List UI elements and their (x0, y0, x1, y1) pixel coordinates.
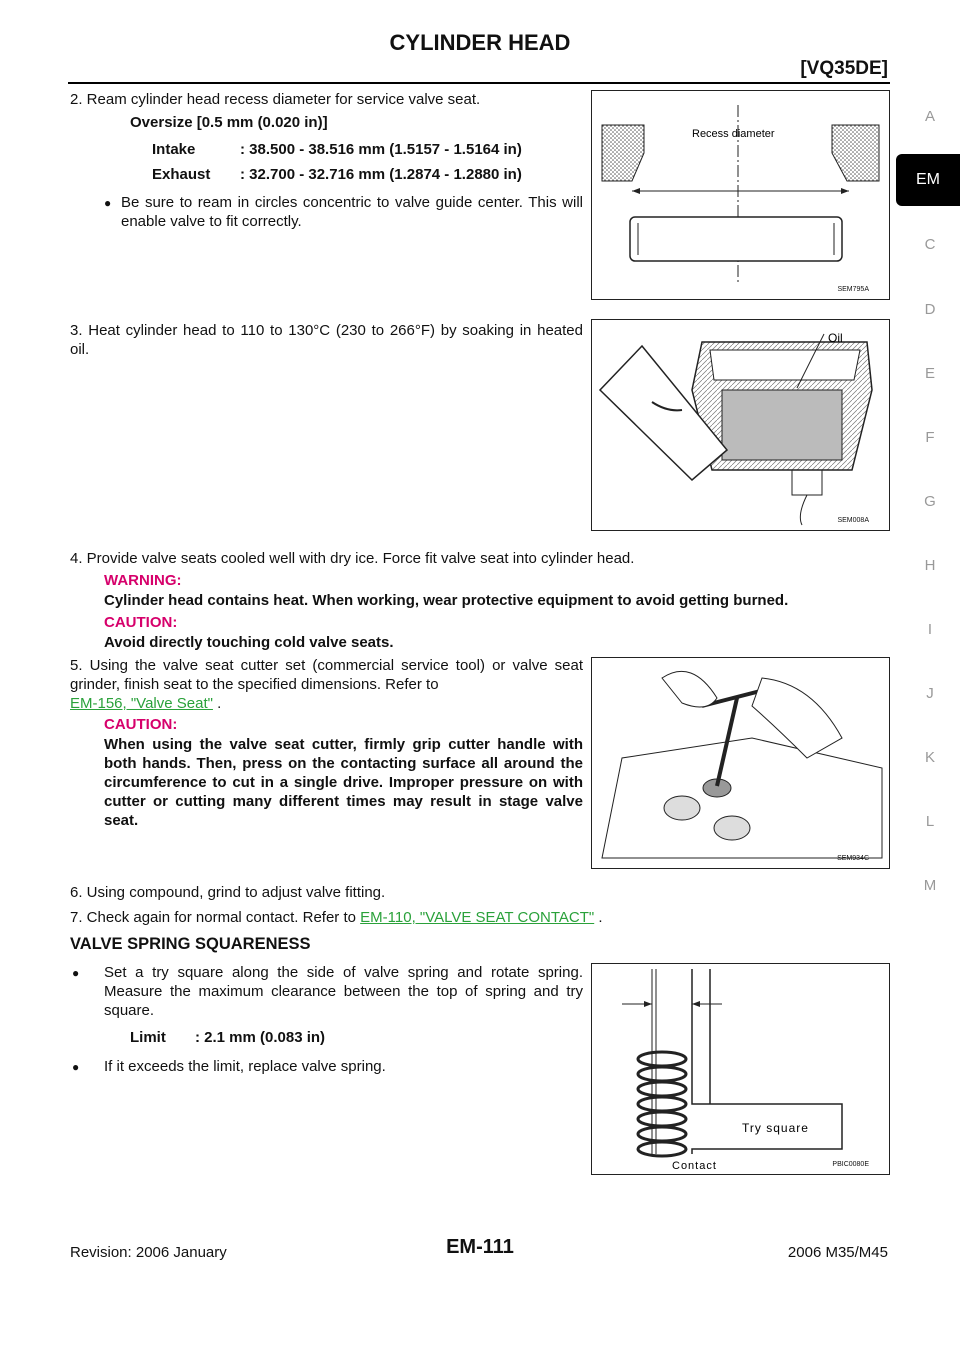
figure-valve-seat-cutter (591, 657, 890, 869)
contact-label: Contact (672, 1160, 717, 1172)
oil-bath-diagram (592, 320, 889, 530)
footer-revision: Revision: 2006 January (70, 1244, 227, 1261)
link-em-156-valve-seat[interactable]: EM-156, "Valve Seat" (70, 695, 213, 712)
figure-heated-oil (591, 319, 890, 531)
header-rule (68, 82, 890, 84)
step-5-link-suffix: . (212, 695, 222, 712)
step-7-link-suffix: . (594, 909, 603, 926)
limit-value: : 2.1 mm (0.083 in) (195, 1029, 326, 1046)
limit-label: Limit (130, 1029, 166, 1046)
side-tab-i[interactable]: I (927, 621, 933, 638)
side-tab-f[interactable]: F (925, 429, 935, 446)
oversize-spec-title: Oversize [0.5 mm (0.020 in)] (130, 114, 328, 131)
oil-label: Oil (828, 331, 843, 345)
exhaust-spec-value: : 32.700 - 32.716 mm (1.2874 - 1.2880 in) (240, 166, 522, 183)
caution-label-step5: CAUTION: (104, 716, 178, 733)
bullet-icon: ● (104, 196, 112, 210)
figure-code-sem008a: SEM008A (837, 517, 869, 524)
bullet-icon: ● (72, 1060, 80, 1074)
try-square-instruction: Set a try square along the side of valve spring and rotate spring. Measure the maximum clearance between the top of spring and try square. (104, 964, 583, 1019)
try-square-label: Try square (742, 1121, 809, 1135)
intake-spec-value: : 38.500 - 38.516 mm (1.5157 - 1.5164 in) (240, 141, 522, 158)
figure-code-sem795a: SEM795A (837, 286, 869, 293)
cutter-diagram (592, 658, 889, 868)
caution-text-step5: When using the valve seat cutter, firmly grip cutter handle with both hands. Then, press on the contacting surface all around the circumference to cut in a single drive. Improper pressure on with cutter or cutting many different times may result in stage valve seat. (104, 736, 583, 829)
caution-text-step4: Avoid directly touching cold valve seats. (104, 634, 394, 651)
side-tab-a[interactable]: A (924, 108, 935, 125)
step-5-instruction: 5. Using the valve seat cutter set (commercial service tool) or valve seat grinder, finish seat to the specified dimensions. Refer to (70, 657, 583, 693)
step-7-instruction: 7. Check again for normal contact. Refer to (70, 909, 361, 926)
figure-recess-diameter (591, 90, 890, 300)
side-tab-l[interactable]: L (925, 813, 935, 830)
side-tab-h[interactable]: H (924, 557, 936, 574)
footer-model: 2006 M35/M45 (787, 1244, 888, 1261)
step-3-text: 3. Heat cylinder head to 110 to 130°C (230 to 266°F) by soaking in heated oil. (70, 322, 583, 358)
warning-label: WARNING: (104, 572, 182, 589)
link-em-110-valve-seat-contact[interactable]: EM-110, "VALVE SEAT CONTACT" (360, 909, 595, 926)
exhaust-spec-label: Exhaust (152, 166, 211, 183)
figure-try-square (591, 963, 890, 1175)
warning-text: Cylinder head contains heat. When working, wear protective equipment to avoid getting burned. (104, 592, 789, 609)
recess-diameter-label: Recess diameter (692, 128, 775, 140)
side-tab-em-active[interactable]: EM (896, 154, 960, 206)
bullet-icon: ● (72, 966, 80, 980)
step-5-text (70, 656, 583, 713)
side-tab-m[interactable]: M (923, 877, 937, 894)
side-tab-c[interactable]: C (924, 236, 936, 253)
recess-diameter-diagram (592, 91, 889, 299)
figure-code-sem934c: SEM934C (837, 855, 869, 862)
step-4-text: 4. Provide valve seats cooled well with dry ice. Force fit valve seat into cylinder head. (70, 550, 635, 567)
try-square-diagram (592, 964, 889, 1174)
side-tab-d[interactable]: D (924, 301, 936, 318)
caution-label-step4: CAUTION: (104, 614, 178, 631)
step-2-text: 2. Ream cylinder head recess diameter for service valve seat. (70, 91, 481, 108)
page-number: EM-111 (446, 1236, 514, 1258)
side-tab-e[interactable]: E (924, 365, 935, 382)
replace-spring-note: If it exceeds the limit, replace valve spring. (104, 1058, 386, 1075)
section-heading: VALVE SPRING SQUARENESS (70, 935, 311, 953)
side-tab-g[interactable]: G (924, 493, 936, 510)
step-7-text (70, 908, 870, 927)
page-title: CYLINDER HEAD (389, 30, 571, 55)
intake-spec-label: Intake (152, 141, 196, 158)
side-tab-j[interactable]: J (926, 685, 934, 702)
figure-code-pbic0080e: PBIC0080E (832, 1161, 869, 1168)
side-tab-k[interactable]: K (924, 749, 935, 766)
engine-model: [VQ35DE] (800, 58, 888, 79)
step-6-text: 6. Using compound, grind to adjust valve fitting. (70, 884, 386, 901)
concentric-ream-note: Be sure to ream in circles concentric to valve guide center. This will enable valve to fit correctly. (121, 194, 583, 230)
